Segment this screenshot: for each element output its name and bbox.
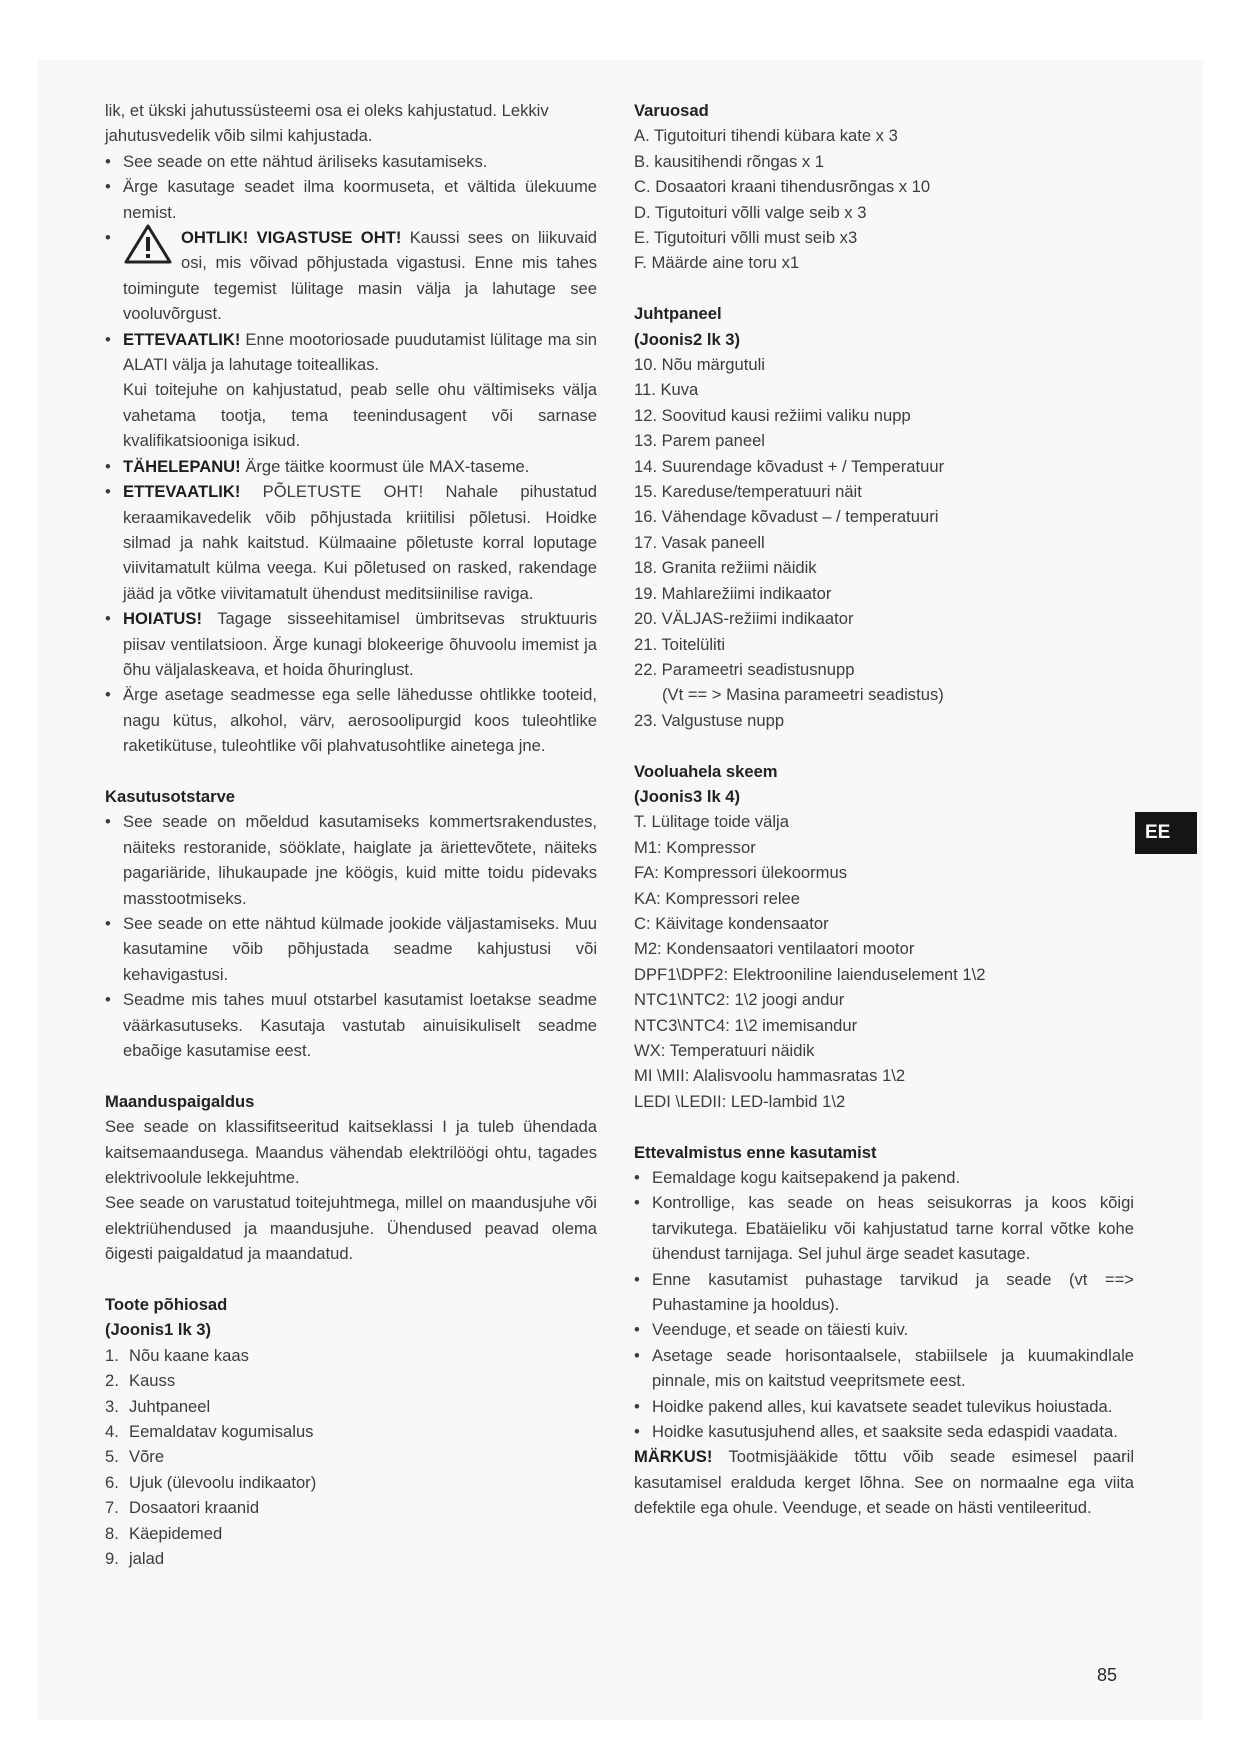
list-item: • Veenduge, et seade on täiesti kuiv. bbox=[634, 1320, 909, 1340]
caution-item: • ETTEVAATLIK! PÕLETUSTE OHT! Nahale pihustatud keraamikavedelik võib põhjustada kriitilisi põletusi. Hoidke silmad ja nahk kaitstud. Külmaaine põletuste korral loputage viivitamatult külma veega. Kui põletused on rasked, rakendage jääd ja võtke viivitamatult ühendust meditsiinilise raviga. bbox=[105, 482, 597, 603]
list-item: 15. Kareduse/temperatuuri näit bbox=[634, 482, 862, 502]
list-item: • Hoidke pakend alles, kui kavatsete seadet tulevikus hoiustada. bbox=[634, 1396, 1113, 1416]
paragraph: See seade on varustatud toitejuhtmega, millel on maandusjuhe või elektriühendused ja maandusjuhe. Ühendused peavad olema õigesti paigaldatud ja maandatud. bbox=[105, 1193, 597, 1264]
list-item: • Hoidke kasutusjuhend alles, et saaksite seda edaspidi vaadata. bbox=[634, 1422, 1118, 1442]
list-item: 13. Parem paneel bbox=[634, 431, 765, 451]
page-number: 85 bbox=[1097, 1665, 1118, 1685]
note-paragraph: MÄRKUS! Tootmisjääkide tõttu võib seade esimesel paaril kasutamisel eralduda kerget lõhna. See on normaalne ega viita defektile ega ohule. Veenduge, et seade on hästi ventileeritud. bbox=[634, 1447, 1135, 1518]
section-subheading-parts: (Joonis1 lk 3) bbox=[105, 1320, 212, 1340]
list-item: F. Määrde aine toru x1 bbox=[634, 253, 800, 273]
intro-line: lik, et ükski jahutussüsteemi osa ei oleks kahjustatud. Lekkiv bbox=[105, 101, 549, 120]
list-item: 12. Soovitud kausi režiimi valiku nupp bbox=[634, 405, 911, 425]
list-item: 11. Kuva bbox=[634, 380, 699, 400]
list-item: NTC1\NTC2: 1\2 joogi andur bbox=[634, 990, 845, 1010]
danger-text: Kaussi sees on liikuvaid osi, mis võivad põhjustada vigastusi. Enne mis tahes toimingute tegemist lülitage masin välja ja lahutage see vooluvõrgust. bbox=[123, 228, 597, 324]
list-item: • Ärge asetage seadmesse ega selle lähedusse ohtlikke tooteid, nagu kütus, alkohol, värv, aerosoolipurgid koos tuleohtlike raketikütuse, tuleohtlike või plahvatusohtlike ainetega jne. bbox=[105, 685, 597, 756]
caution-continuation: Kui toitejuhe on kahjustatud, peab selle ohu vältimiseks välja vahetama tootja, tema teenindusagent või sarnase kvalifikatsiooniga isikud. bbox=[123, 380, 597, 451]
list-item: 16. Vähendage kõvadust – / temperatuuri bbox=[634, 507, 939, 527]
list-item: 7. Dosaatori kraanid bbox=[105, 1498, 260, 1518]
right-column bbox=[634, 98, 1134, 1521]
list-item: 14. Suurendage kõvadust + / Temperatuur bbox=[634, 456, 945, 476]
list-item: • Kontrollige, kas seade on heas seisukorras ja koos kõigi tarvikutega. Ebatäieliku või kahjustatud tarne korral võtke kohe ühendust tarnijaga. Sel juhul ärge seadet kasutage. bbox=[634, 1193, 1134, 1264]
note-item: • TÄHELEPANU! Ärge täitke koormust üle MAX-taseme. bbox=[105, 456, 530, 476]
list-item-continuation: (Vt == > Masina parameetri seadistus) bbox=[662, 685, 944, 705]
list-item: 19. Mahlarežiimi indikaator bbox=[634, 583, 832, 603]
list-item: 9. jalad bbox=[105, 1549, 165, 1569]
danger-label: OHTLIK! VIGASTUSE OHT! bbox=[181, 228, 402, 248]
left-column bbox=[105, 98, 597, 1572]
list-item: • Eemaldage kogu kaitsepakend ja pakend. bbox=[634, 1168, 961, 1188]
list-item: • Seadme mis tahes muul otstarbel kasutamist loetakse seadme väärkasutuseks. Kasutaja vastutab ainuisikuliselt seadme ebaõige kasutamise eest. bbox=[105, 990, 597, 1061]
list-item: 23. Valgustuse nupp bbox=[634, 710, 785, 730]
list-item: A. Tigutoituri tihendi kübara kate x 3 bbox=[634, 126, 898, 146]
list-item: 10. Nõu märgutuli bbox=[634, 355, 765, 375]
danger-warning: • OHTLIK! VIGASTUSE OHT! Kaussi sees on liikuvaid osi, mis võivad põhjustada vigastusi. Enne mis tahes toimingute tegemist lülitage masin välja ja lahutage see vooluvõrgust. bbox=[105, 225, 597, 327]
list-item: • Ärge kasutage seadet ilma koormuseta, et vältida ülekuume nemist. bbox=[105, 177, 597, 222]
warning-triangle-icon bbox=[123, 223, 173, 265]
list-item: 22. Parameetri seadistusnupp bbox=[634, 659, 855, 679]
list-item: 4. Eemaldatav kogumisalus bbox=[105, 1422, 314, 1442]
list-item: 20. VÄLJAS-režiimi indikaator bbox=[634, 609, 854, 629]
list-item: D. Tigutoituri võlli valge seib x 3 bbox=[634, 202, 867, 222]
intro-line: jahutusvedelik võib silmi kahjustada. bbox=[105, 126, 373, 146]
section-heading-ettevalmistus: Ettevalmistus enne kasutamist bbox=[634, 1142, 877, 1162]
section-heading-juhtpaneel: Juhtpaneel bbox=[634, 304, 722, 324]
list-item: B. kausitihendi rõngas x 1 bbox=[634, 151, 825, 171]
list-item: MI \MII: Alalisvoolu hammasratas 1\2 bbox=[634, 1066, 906, 1086]
section-subheading-juhtpaneel: (Joonis2 lk 3) bbox=[634, 329, 741, 349]
list-item: 5. Võre bbox=[105, 1447, 165, 1467]
section-heading-parts: Toote põhiosad bbox=[105, 1295, 228, 1315]
list-item: C: Käivitage kondensaator bbox=[634, 913, 829, 933]
list-item: KA: Kompressori relee bbox=[634, 888, 801, 908]
list-item: 1. Nõu kaane kaas bbox=[105, 1345, 249, 1365]
list-item: • Asetage seade horisontaalsele, stabiilsele ja kuumakindlale pinnale, mis on kaitstud veepritsmete eest. bbox=[634, 1345, 1134, 1391]
list-item: E. Tigutoituri võlli must seib x3 bbox=[634, 228, 858, 248]
list-item: DPF1\DPF2: Elektrooniline laienduselement 1\2 bbox=[634, 964, 986, 984]
list-item: M1: Kompressor bbox=[634, 837, 756, 857]
section-heading-kasutusotstarve: Kasutusotstarve bbox=[105, 786, 236, 806]
list-item: 17. Vasak paneell bbox=[634, 532, 765, 552]
list-item: NTC3\NTC4: 1\2 imemisandur bbox=[634, 1015, 858, 1035]
section-heading-vooluahela: Vooluahela skeem bbox=[634, 761, 778, 781]
list-item: • See seade on ette nähtud külmade jookide väljastamiseks. Muu kasutamine võib põhjustada seadme kahjustusi või kehavigastusi. bbox=[105, 913, 597, 984]
section-heading-varuosad: Varuosad bbox=[634, 101, 709, 120]
language-tab: EE bbox=[1135, 812, 1197, 854]
list-item: 8. Käepidemed bbox=[105, 1523, 223, 1543]
paragraph: See seade on klassifitseeritud kaitseklassi I ja tuleb ühendada kaitsemaandusega. Maandus vähendab elektrilöögi ohtu, tagades elektrivoolule lekkejuhtme. bbox=[105, 1117, 597, 1188]
list-item: C. Dosaatori kraani tihendusrõngas x 10 bbox=[634, 177, 931, 197]
list-item: T. Lülitage toide välja bbox=[634, 812, 789, 832]
caution-item: • ETTEVAATLIK! Enne mootoriosade puudutamist lülitage ma sin ALATI välja ja lahutage toiteallikas. bbox=[105, 329, 597, 375]
list-item: 21. Toitelüliti bbox=[634, 634, 726, 654]
list-item: WX: Temperatuuri näidik bbox=[634, 1041, 815, 1060]
list-item: 18. Granita režiimi näidik bbox=[634, 558, 817, 578]
parts-list bbox=[105, 1343, 597, 1572]
list-item: • See seade on ette nähtud äriliseks kasutamiseks. bbox=[105, 151, 488, 171]
list-item: M2: Kondensaatori ventilaatori mootor bbox=[634, 939, 915, 959]
list-item: FA: Kompressori ülekoormus bbox=[634, 863, 848, 883]
list-item: 2. Kauss bbox=[105, 1371, 176, 1391]
list-item: LEDI \LEDII: LED-lambid 1\2 bbox=[634, 1091, 846, 1111]
hoiatus-item: • HOIATUS! Tagage sisseehitamisel ümbritsevas struktuuris piisav ventilatsioon. Ärge kunagi blokeerige õhuvoolu imemist ja õhu väljalaskeava, et hoida õhuringlust. bbox=[105, 609, 597, 679]
section-subheading-vooluahela: (Joonis3 lk 4) bbox=[634, 786, 741, 806]
list-item: 6. Ujuk (ülevoolu indikaator) bbox=[105, 1472, 317, 1492]
list-item: • See seade on mõeldud kasutamiseks kommertsrakendustes, näiteks restoranide, sööklate, haiglate ja äriettevõtete, näiteks pagariäride, lihukaupade jne köögis, kuid mitte toidu pidevaks masstootmiseks. bbox=[105, 812, 597, 908]
list-item: • Enne kasutamist puhastage tarvikud ja seade (vt ==> Puhastamine ja hooldus). bbox=[634, 1269, 1134, 1315]
section-heading-maanduspaigaldus: Maanduspaigaldus bbox=[105, 1091, 255, 1111]
list-item: 3. Juhtpaneel bbox=[105, 1396, 211, 1416]
